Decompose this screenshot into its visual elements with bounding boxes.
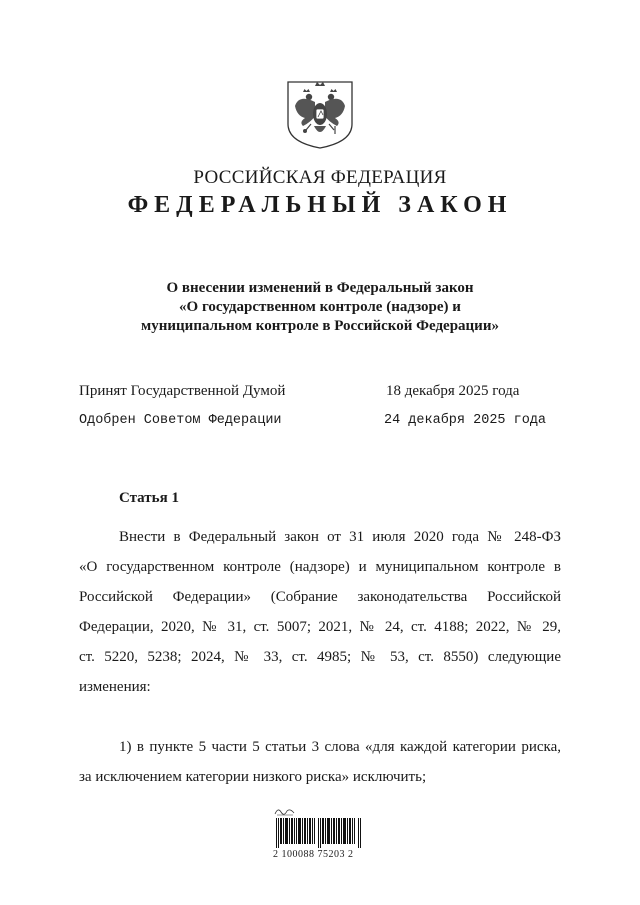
double-headed-eagle-emblem-icon [285,72,355,150]
state-name: РОССИЙСКАЯ ФЕДЕРАЦИЯ [193,167,447,188]
article-heading: Статья 1 [119,490,179,506]
paragraph-line: Внести в Федеральный закон от 31 июля 2020 года № 248-ФЗ [119,529,561,545]
council-approval-date: 24 декабря 2025 года [384,413,547,428]
law-type-heading: ФЕДЕРАЛЬНЫЙ ЗАКОН [127,192,513,218]
law-title-line: «О государственном контроле (надзоре) и [179,299,461,315]
law-title-line: муниципальном контроле в Российской Федерации» [141,318,499,334]
barcode-number: 2 100088 75203 2 [273,849,354,860]
paragraph-line: Российской Федерации» (Собрание законодательства Российской [79,589,561,605]
duma-adoption-label: Принят Государственной Думой [79,383,286,399]
council-approval-label: Одобрен Советом Федерации [79,413,282,428]
barcode-icon [276,818,362,848]
law-title-line: О внесении изменений в Федеральный закон [166,280,474,296]
law-title [0,279,640,336]
item-line: за исключением категории низкого риска» исключить; [79,769,427,785]
paragraph-line: Федерации, 2020, № 31, ст. 5007; 2021, № 24, ст. 4188; 2022, № 29, [79,619,561,635]
article-paragraph [79,522,561,702]
duma-adoption-date: 18 декабря 2025 года [386,383,520,399]
paragraph-line: «О государственном контроле (надзоре) и муниципальном контроле в [79,559,561,575]
signature-mark-icon [274,806,296,816]
item-line: 1) в пункте 5 части 5 статьи 3 слова «для каждой категории риска, [119,739,561,755]
paragraph-line: ст. 5220, 5238; 2024, № 33, ст. 4985; № 53, ст. 8550) следующие [79,649,561,665]
paragraph-line: изменения: [79,679,151,695]
article-item [79,732,561,792]
